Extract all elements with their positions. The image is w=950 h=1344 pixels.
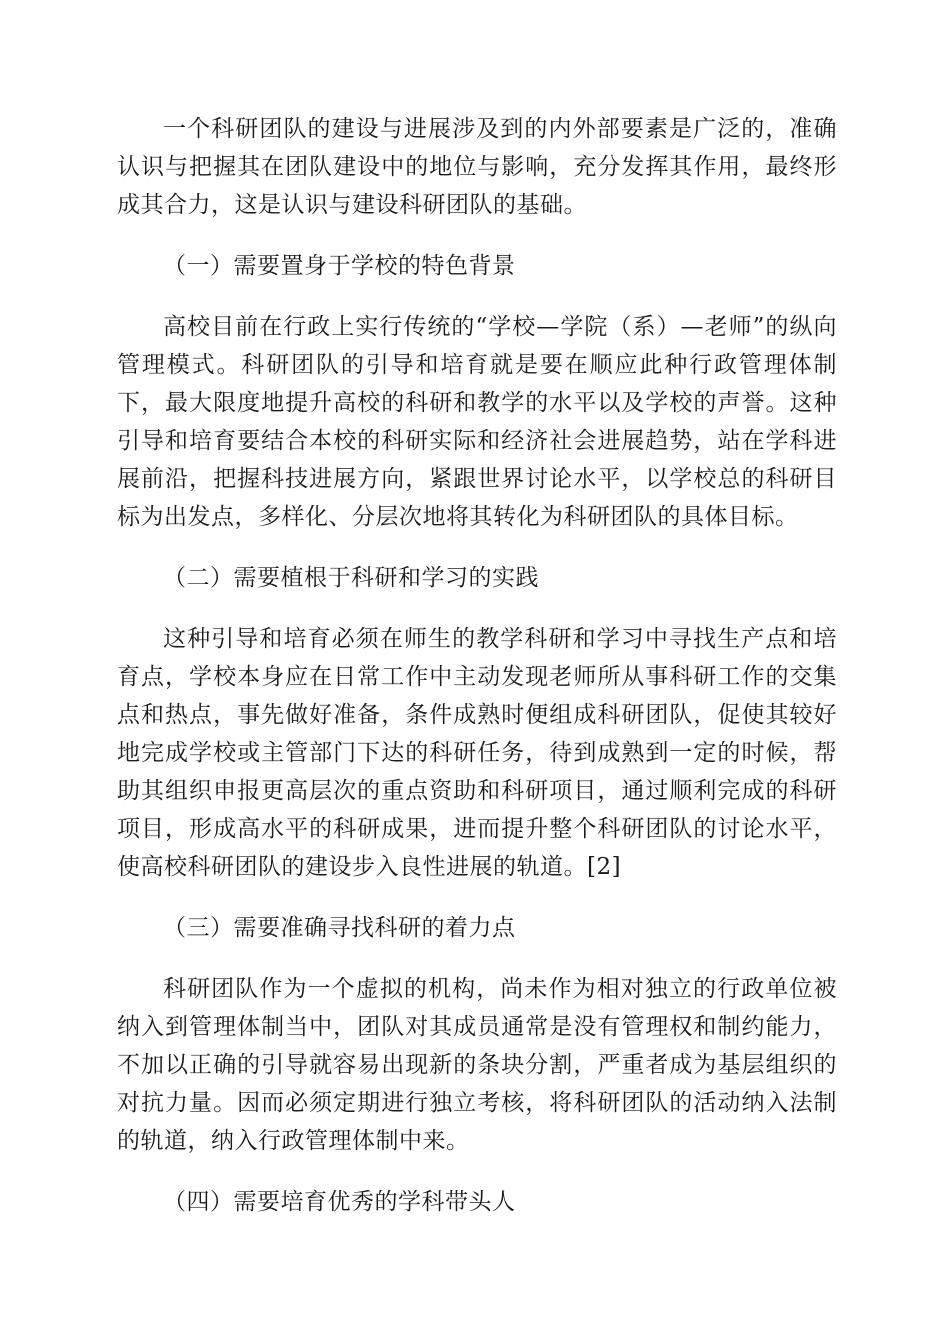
paragraph-section-2: 这种引导和培育必须在师生的教学科研和学习中寻找生产点和培育点，学校本身应在日常工作中主动发现老师所从事科研工作的交集点和热点，事先做好准备，条件成熟时便组成科研团队，促使其较好地完成学校或主管部门下达的科研任务，待到成熟到一定的时候，帮助其组织申报更高层次的重点资助和科研项目，通过顺利完成的科研项目，形成高水平的科研成果，进而提升整个科研团队的讨论水平，使高校科研团队的建设步入良性进展的轨道。[2] xyxy=(117,626,837,880)
section-heading-1: （一）需要置身于学校的特色背景 xyxy=(163,253,516,279)
section-heading-3: （三）需要准确寻找科研的着力点 xyxy=(163,915,516,941)
section-heading-2: （二）需要植根于科研和学习的实践 xyxy=(163,565,539,591)
section-heading-4: （四）需要培育优秀的学科带头人 xyxy=(163,1189,516,1215)
paragraph-intro: 一个科研团队的建设与进展涉及到的内外部要素是广泛的，准确认识与把握其在团队建设中的地位与影响，充分发挥其作用，最终形成其合力，这是认识与建设科研团队的基础。 xyxy=(117,116,837,218)
document-body xyxy=(117,110,837,1221)
paragraph-section-1: 高校目前在行政上实行传统的“学校—学院（系）—老师”的纵向管理模式。科研团队的引导和培育就是要在顺应此种行政管理体制下，最大限度地提升高校的科研和教学的水平以及学校的声誉。这种引导和培育要结合本校的科研实际和经济社会进展趋势，站在学科进展前沿，把握科技进展方向，紧跟世界讨论水平，以学校总的科研目标为出发点，多样化、分层次地将其转化为科研团队的具体目标。 xyxy=(117,314,837,530)
paragraph-section-3: 科研团队作为一个虚拟的机构，尚未作为相对独立的行政单位被纳入到管理体制当中，团队对其成员通常是没有管理权和制约能力，不加以正确的引导就容易出现新的条块分割，严重者成为基层组织的对抗力量。因而必须定期进行独立考核，将科研团队的活动纳入法制的轨道，纳入行政管理体制中来。 xyxy=(117,976,837,1154)
